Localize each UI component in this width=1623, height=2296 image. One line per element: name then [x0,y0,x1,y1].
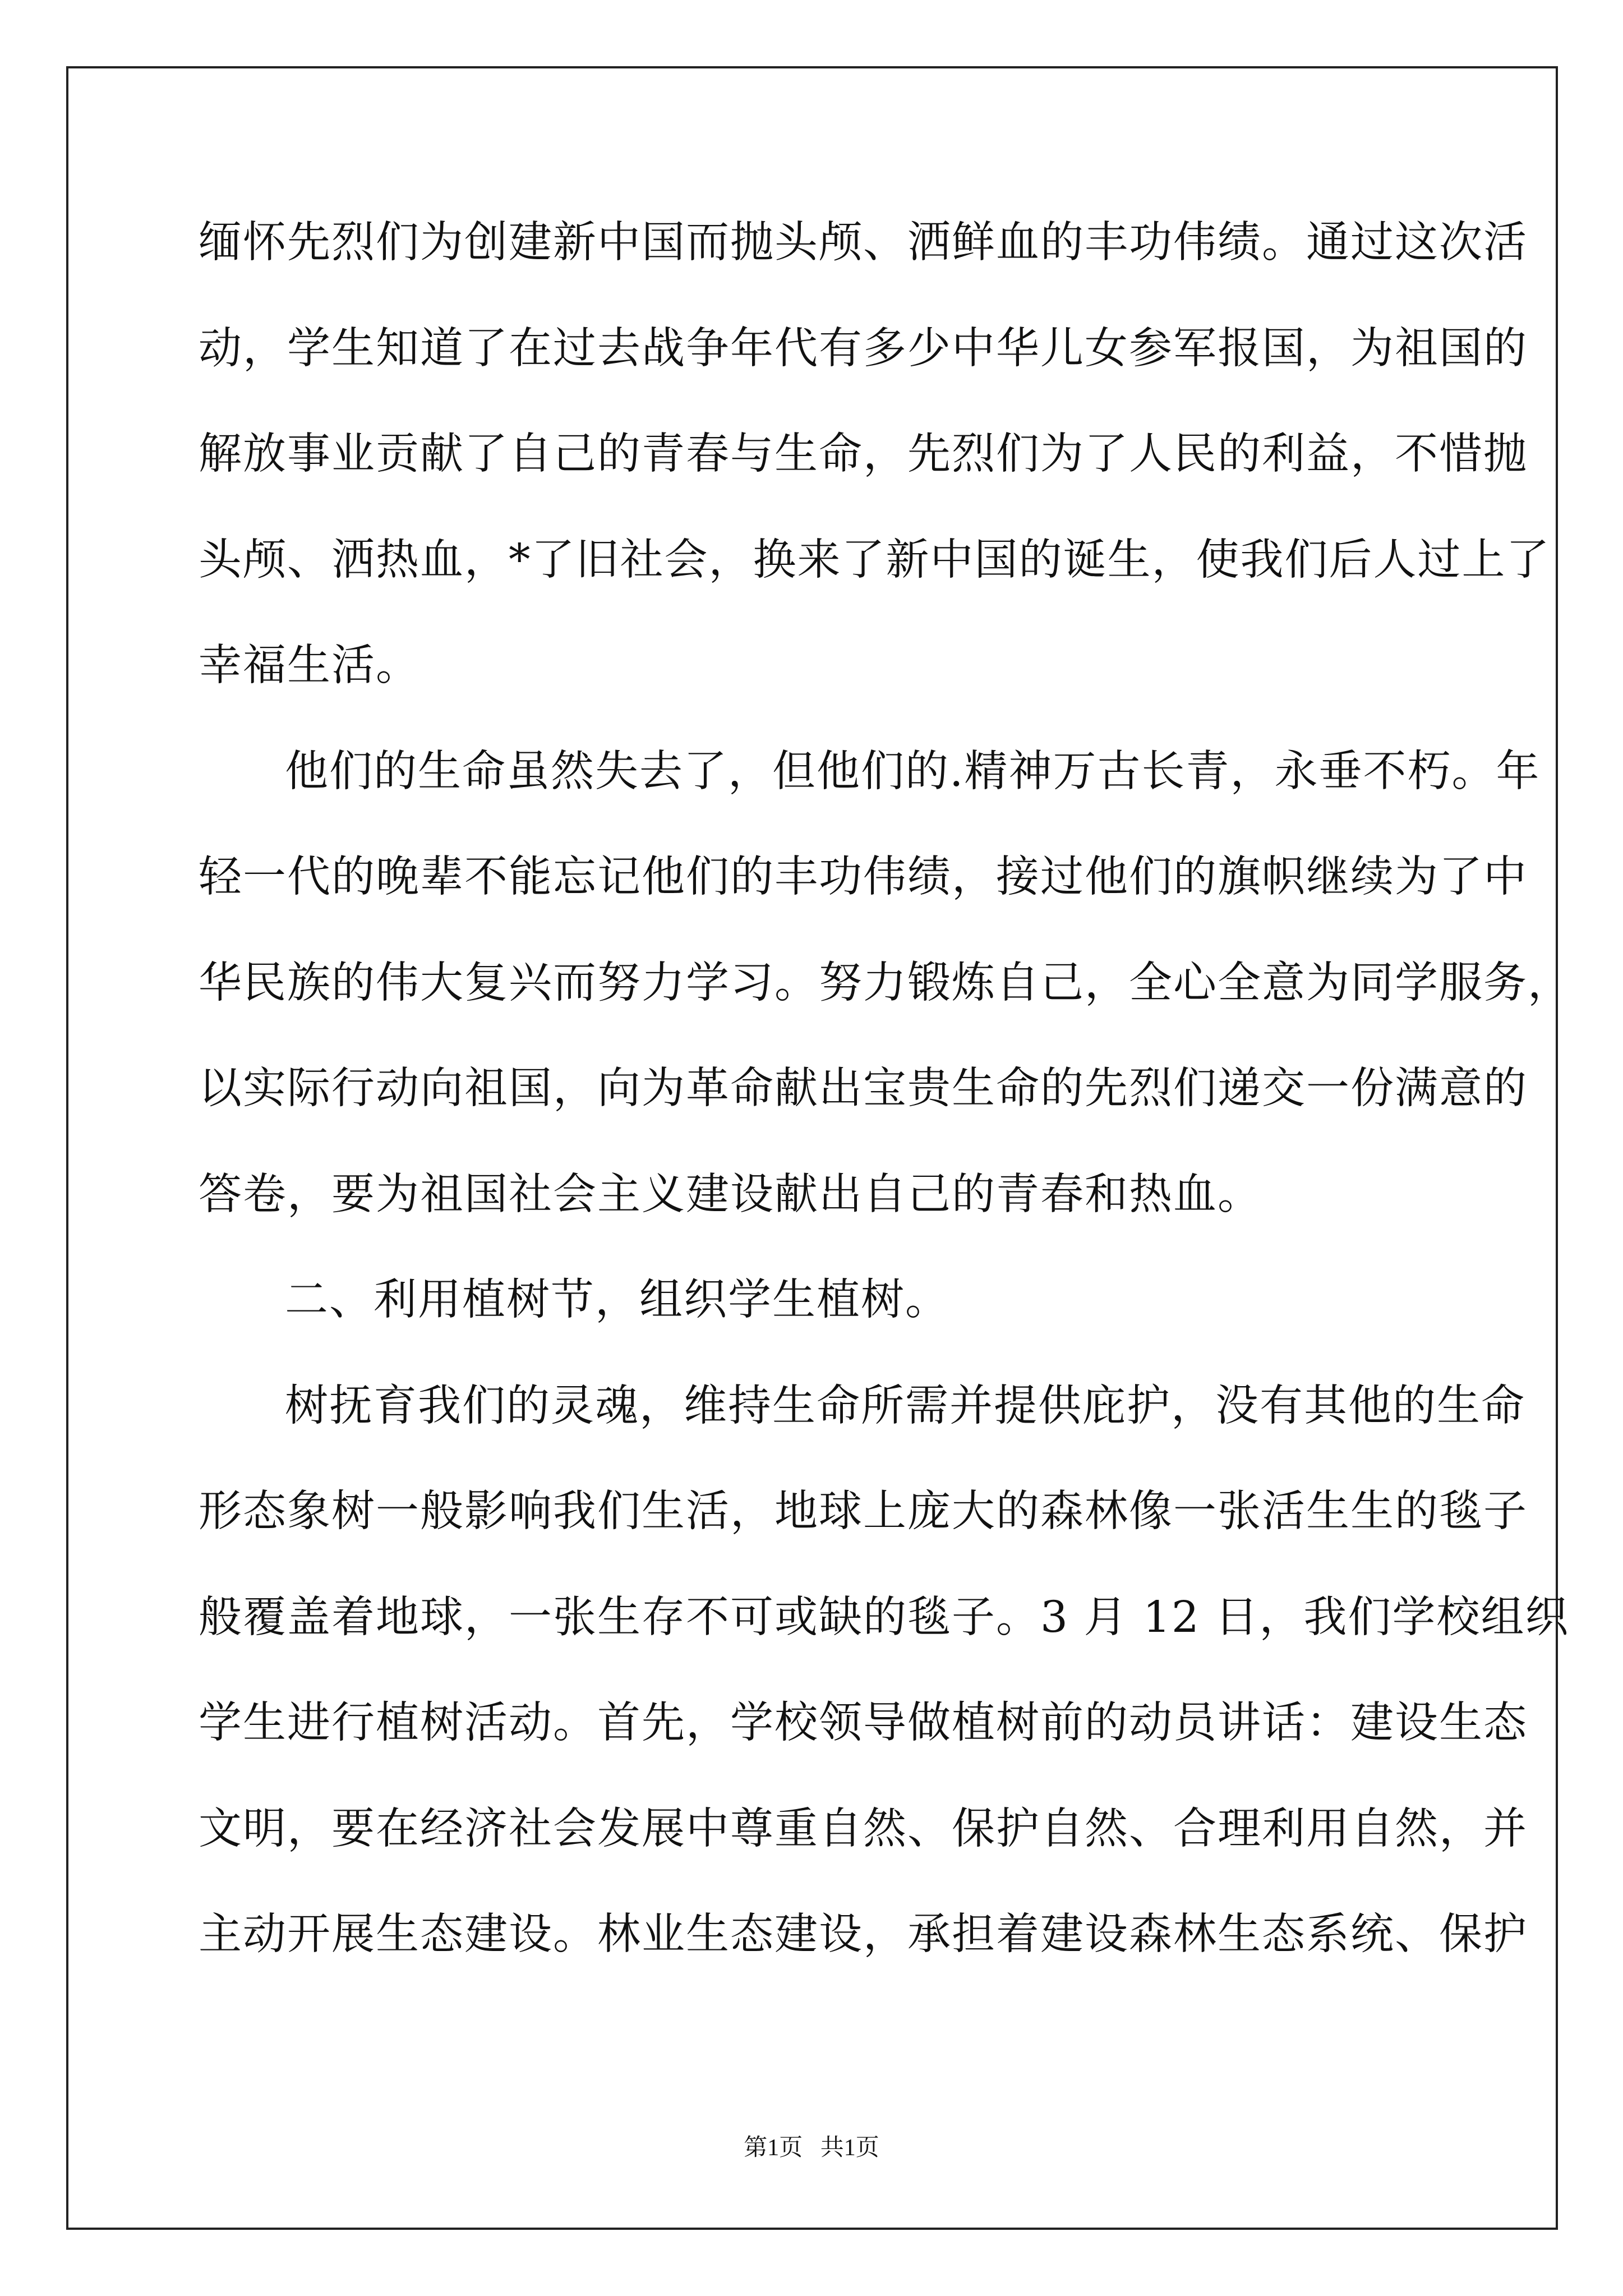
text-line-2: 动，学生知道了在过去战争年代有多少中华儿女参军报国，为祖国的 [199,323,1528,374]
text-line-6: 他们的生命虽然失去了，但他们的.精神万古长青，永垂不朽。年 [285,746,1541,797]
page-number-footer: 第1页 共1页 [744,2135,879,2161]
text-line-9: 以实际行动向祖国，向为革命献出宝贵生命的先烈们递交一份满意的 [199,1064,1528,1114]
text-line-7: 轻一代的晚辈不能忘记他们的丰功伟绩，接过他们的旗帜继续为了中 [199,852,1528,902]
text-line-15: 学生进行植树活动。首先，学校领导做植树前的动员讲话：建设生态 [199,1698,1528,1748]
document-body [199,218,1572,2019]
text-line-12: 树抚育我们的灵魂，维持生命所需并提供庇护，没有其他的生命 [285,1381,1525,1431]
text-line-10: 答卷，要为祖国社会主义建设献出自己的青春和热血。 [199,1169,1262,1220]
text-line-1: 缅怀先烈们为创建新中国而抛头颅、洒鲜血的丰功伟绩。通过这次活 [199,218,1528,268]
text-line-17: 主动开展生态建设。林业生态建设，承担着建设森林生态系统、保护 [199,1910,1528,1959]
text-line-13: 形态象树一般影响我们生活，地球上庞大的森林像一张活生生的毯子 [199,1487,1528,1536]
text-line-16: 文明，要在经济社会发展中尊重自然、保护自然、合理利用自然，并 [199,1803,1528,1854]
text-line-14: 般覆盖着地球，一张生存不可或缺的毯子。3 月 12 日，我们学校组织 [199,1592,1570,1642]
text-line-8: 华民族的伟大复兴而努力学习。努力锻炼自己，全心全意为同学服务， [199,958,1572,1008]
text-line-5: 幸福生活。 [199,641,420,691]
text-line-4: 头颅、洒热血，*了旧社会，换来了新中国的诞生，使我们后人过上了 [199,535,1551,585]
text-line-3: 解放事业贡献了自己的青春与生命，先烈们为了人民的利益，不惜抛 [199,429,1528,479]
section-heading: 二、利用植树节，组织学生植树。 [285,1275,949,1325]
